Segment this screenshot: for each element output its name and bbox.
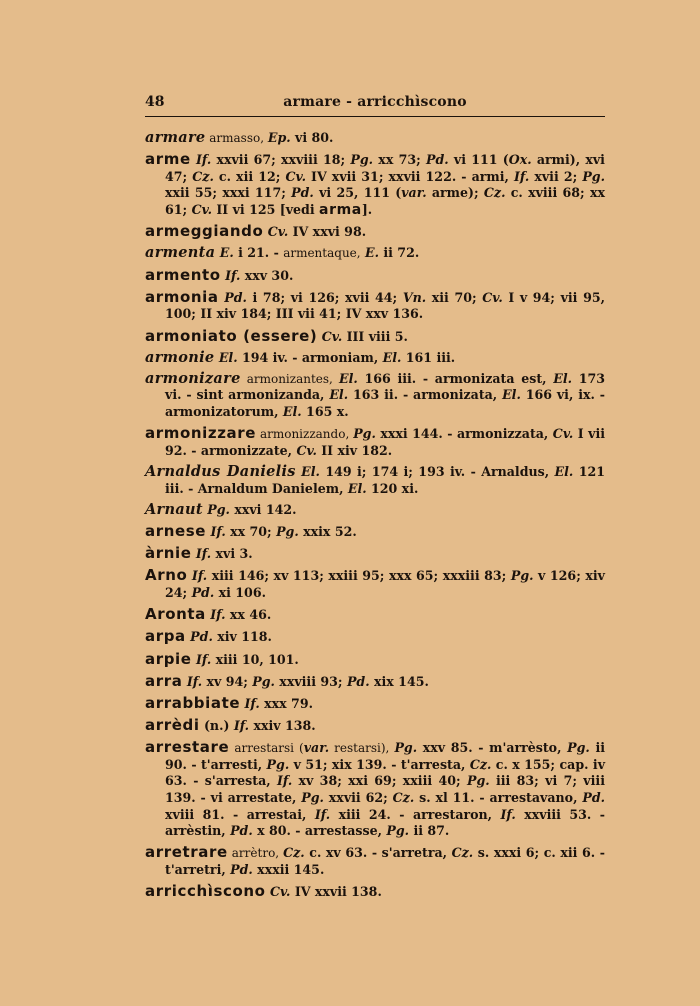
entry-text: vi 80. — [290, 130, 334, 145]
entry-text: arme); — [426, 185, 484, 201]
source-abbreviation: El. — [382, 349, 402, 365]
entry-text: armi), xvi 47; — [165, 152, 605, 184]
dictionary-entry — [145, 267, 605, 285]
dictionary-entry — [145, 371, 605, 421]
source-abbreviation: Pg. — [207, 501, 230, 517]
entry-text: arrestarsi ( — [229, 741, 304, 756]
dictionary-entry — [145, 695, 605, 713]
source-abbreviation: Pg. — [301, 790, 324, 806]
entry-text: xxviii 53. - arrèstin, — [165, 806, 605, 839]
entry-text: xviii 81. - arrestai, — [165, 806, 315, 822]
dictionary-entry — [145, 328, 605, 346]
source-abbreviation: Cv. — [267, 224, 289, 240]
entry-text: IV xxvi 98. — [288, 224, 367, 240]
source-abbreviation: Cv. — [285, 168, 306, 184]
entry-text: IV xxvii 138. — [290, 884, 382, 900]
entry-text: 165 x. — [301, 404, 349, 420]
entry-text: xxiv 138. — [249, 718, 316, 734]
entry-text: ii 72. — [378, 245, 420, 261]
source-abbreviation: If. — [244, 695, 260, 711]
entry-text: xiii 146; xv 113; xxiii 95; xxx 65; xxxiii 83; — [207, 568, 511, 584]
dictionary-entry — [145, 151, 605, 218]
entry-headword: armonizzare — [145, 424, 257, 443]
source-abbreviation: E. — [364, 245, 379, 261]
entry-text: 163 ii. - armonizata, — [348, 387, 503, 403]
dictionary-page — [145, 94, 605, 905]
entry-text: 166 vi, ix. - armonizatorum, — [165, 387, 605, 420]
entry-headword: arpie — [145, 649, 192, 668]
entry-text: IV xvii 31; xxvii 122. - armi, — [305, 168, 514, 184]
entry-text: xxv 30. — [240, 267, 294, 283]
source-abbreviation: El. — [553, 370, 572, 386]
entry-text: 121 iii. - Arnaldum Danielem, — [165, 464, 605, 496]
entry-headword: armonie — [145, 348, 215, 366]
entry-text: 173 vi. - sint armonizanda, — [165, 370, 605, 403]
entry-text: (n.) — [199, 718, 234, 734]
source-abbreviation: Pd. — [291, 185, 314, 201]
source-abbreviation: Pg. — [466, 773, 490, 789]
entry-list — [145, 130, 605, 901]
dictionary-entry — [145, 502, 605, 519]
source-abbreviation: Cv. — [269, 884, 291, 900]
source-abbreviation: Pd. — [425, 152, 449, 168]
entry-text: xvii 2; — [529, 168, 583, 184]
entry-headword: arpa — [145, 627, 186, 646]
header-rule — [145, 116, 605, 117]
dictionary-entry — [145, 606, 605, 624]
entry-text: i 78; vi 126; xvii 44; — [246, 289, 403, 305]
entry-text: c. xviii 68; xx 61; — [165, 185, 606, 217]
entry-text: v 51; xix 139. - t'arresta, — [289, 756, 470, 772]
running-title: armare - arricchìscono — [283, 94, 467, 110]
source-abbreviation: Pg. — [276, 524, 299, 539]
dictionary-entry — [145, 223, 605, 241]
source-abbreviation: Pd. — [191, 584, 215, 600]
source-abbreviation: Pd. — [230, 862, 253, 878]
entry-text: xiv 118. — [212, 629, 272, 645]
cross-reference: arma — [319, 201, 362, 218]
source-abbreviation: Pd. — [230, 823, 253, 839]
source-abbreviation: Ep. — [267, 130, 291, 145]
entry-headword: armonia — [145, 287, 219, 306]
entry-headword: arrabbiate — [145, 693, 241, 712]
source-abbreviation: Cz. — [392, 790, 415, 806]
entry-text: xxxii 145. — [252, 862, 325, 878]
source-abbreviation: Cz. — [451, 845, 474, 861]
page-header — [145, 94, 605, 114]
entry-headword: Arnaldus Danielis — [145, 463, 296, 481]
source-abbreviation: If. — [314, 806, 331, 822]
entry-text: vi 111 ( — [448, 152, 509, 168]
entry-text: xxix 52. — [298, 524, 357, 539]
entry-text: xiii 24. - arrestaron, — [330, 806, 501, 822]
source-abbreviation: If. — [276, 773, 293, 789]
dictionary-entry — [145, 717, 605, 735]
entry-text: s. xl 11. - arrestavano, — [414, 790, 583, 806]
dictionary-entry — [145, 651, 605, 669]
entry-text: c. xv 63. - s'arretra, — [304, 845, 452, 861]
entry-headword: arrèdi — [145, 716, 200, 735]
dictionary-entry — [145, 567, 605, 601]
entry-text: xx 46. — [225, 607, 272, 623]
entry-headword: armenta — [145, 244, 216, 262]
source-abbreviation: If. — [500, 806, 516, 822]
entry-text: iii 83; vi 7; viii 139. - vi arrestate, — [165, 773, 605, 806]
entry-headword: arra — [145, 671, 183, 690]
dictionary-entry — [145, 425, 605, 459]
source-abbreviation: Cz. — [192, 168, 214, 184]
entry-text: 194 iv. - armoniam, — [237, 349, 383, 365]
page-number: 48 — [145, 94, 165, 110]
source-abbreviation: Cv. — [296, 442, 317, 458]
dictionary-entry — [145, 289, 605, 323]
source-abbreviation: E. — [219, 245, 234, 261]
source-abbreviation: If. — [195, 546, 212, 562]
entry-text: armasso, — [205, 131, 268, 145]
source-abbreviation: Cv. — [552, 426, 574, 442]
entry-text: armonizzando, — [256, 427, 354, 442]
source-abbreviation: El. — [339, 370, 358, 386]
source-abbreviation: Cz. — [283, 845, 305, 861]
entry-headword: arricchìscono — [145, 882, 266, 901]
entry-headword: armare — [145, 129, 206, 146]
entry-text: restarsi), — [329, 741, 395, 756]
entry-text: 166 iii. - armonizata est, — [357, 370, 554, 386]
entry-headword: Arnaut — [145, 500, 203, 518]
entry-text: xxviii 93; — [274, 673, 347, 689]
entry-text: 149 i; 174 i; 193 iv. - Arnaldus, — [319, 464, 555, 480]
source-abbreviation: Pd. — [224, 289, 247, 305]
entry-text: v 126; xiv 24; — [165, 568, 605, 600]
entry-headword: arretrare — [145, 843, 228, 862]
source-abbreviation: var. — [401, 185, 427, 201]
source-abbreviation: El. — [347, 480, 367, 496]
dictionary-entry — [145, 628, 605, 646]
entry-headword: Aronta — [145, 605, 206, 624]
entry-headword: armonizare — [145, 369, 241, 387]
source-abbreviation: Pg. — [350, 152, 374, 168]
source-abbreviation: If. — [210, 524, 226, 539]
source-abbreviation: If. — [195, 651, 212, 667]
entry-headword: arnese — [145, 522, 207, 540]
entry-text: armentaque, — [283, 246, 361, 261]
source-abbreviation: El. — [218, 349, 238, 365]
entry-headword: armeggiando — [145, 222, 264, 241]
source-abbreviation: If. — [210, 607, 226, 623]
entry-text: xii 70; — [426, 289, 483, 305]
source-abbreviation: El. — [554, 464, 574, 480]
dictionary-entry — [145, 350, 605, 367]
entry-headword: àrnie — [145, 544, 192, 563]
dictionary-entry — [145, 245, 605, 262]
entry-text: armonizantes, — [240, 371, 339, 386]
entry-headword: armento — [145, 265, 221, 284]
entry-text: II xiv 182. — [316, 442, 393, 458]
entry-text: i 21. - — [233, 245, 284, 261]
entry-text: xv 38; xxi 69; xxiii 40; — [292, 773, 467, 789]
source-abbreviation: Pg. — [582, 168, 605, 184]
entry-text: 120 xi. — [366, 480, 419, 496]
source-abbreviation: If. — [191, 568, 208, 584]
source-abbreviation: If. — [186, 673, 203, 689]
entry-text: xxvii 62; — [323, 790, 393, 806]
entry-text: xxv 85. - m'arrèsto, — [417, 740, 568, 756]
entry-headword: arme — [145, 150, 191, 169]
entry-text: vi 25, 111 ( — [313, 185, 402, 201]
entry-text: xi 106. — [214, 584, 266, 600]
source-abbreviation: Pg. — [567, 740, 590, 756]
entry-text: s. xxxi 6; c. xii 6. - t'arretri, — [165, 845, 605, 878]
source-abbreviation: var. — [303, 740, 330, 756]
entry-headword: Arno — [145, 566, 188, 585]
source-abbreviation: Pd. — [582, 790, 606, 806]
entry-text: xxii 55; xxxi 117; — [165, 185, 292, 201]
entry-text: III viii 5. — [342, 328, 408, 344]
entry-text: xxvi 142. — [229, 501, 297, 517]
entry-text: xv 94; — [202, 673, 253, 689]
entry-text: c. x 155; cap. iv 63. - s'arresta, — [165, 756, 606, 789]
entry-text: ii 90. - t'arresti, — [165, 740, 606, 772]
dictionary-entry — [145, 739, 605, 840]
entry-text: xiii 10, 101. — [211, 651, 299, 667]
source-abbreviation: Pg. — [353, 426, 376, 442]
source-abbreviation: Cv. — [191, 201, 213, 217]
entry-text: I vii 92. - armonizzate, — [165, 426, 606, 458]
source-abbreviation: Cv. — [321, 328, 343, 344]
dictionary-entry — [145, 883, 605, 901]
source-abbreviation: Vn. — [402, 289, 427, 305]
entry-text: xxx 79. — [259, 695, 313, 711]
source-abbreviation: El. — [301, 464, 320, 480]
entry-text: I v 94; vii 95, 100; II xiv 184; III vii 41; IV xxv 136. — [165, 289, 605, 322]
source-abbreviation: If. — [195, 152, 212, 168]
source-abbreviation: Pd. — [346, 673, 370, 689]
entry-text: xx 73; — [373, 152, 426, 168]
entry-text: c. xii 12; — [213, 168, 286, 184]
entry-text: ]. — [361, 201, 373, 217]
entry-text: ii 87. — [409, 823, 450, 839]
source-abbreviation: If. — [514, 168, 530, 184]
source-abbreviation: Ox. — [508, 152, 532, 168]
source-abbreviation: Pg. — [252, 673, 275, 689]
dictionary-entry — [145, 844, 605, 878]
source-abbreviation: El. — [329, 387, 349, 403]
dictionary-entry — [145, 673, 605, 691]
entry-text: II vi 125 [vedi — [212, 201, 320, 217]
entry-text: xxvii 67; xxviii 18; — [211, 152, 351, 168]
source-abbreviation: If. — [225, 267, 241, 283]
dictionary-entry — [145, 523, 605, 541]
source-abbreviation: Pg. — [394, 740, 418, 756]
source-abbreviation: El. — [502, 387, 521, 403]
entry-text: xix 145. — [369, 673, 429, 689]
source-abbreviation: Cz. — [469, 756, 492, 772]
dictionary-entry — [145, 130, 605, 147]
dictionary-entry — [145, 464, 605, 497]
entry-text: arrètro, — [227, 846, 284, 861]
entry-text: 161 iii. — [401, 349, 456, 365]
source-abbreviation: If. — [233, 718, 250, 734]
source-abbreviation: Cv. — [482, 289, 503, 305]
entry-headword: armoniato (essere) — [145, 326, 318, 345]
entry-headword: arrestare — [145, 738, 230, 757]
entry-text: xvi 3. — [211, 546, 253, 562]
entry-text: xxxi 144. - armonizzata, — [375, 426, 553, 442]
source-abbreviation: Pg. — [266, 756, 290, 772]
entry-text: x 80. - arrestasse, — [252, 823, 387, 839]
source-abbreviation: El. — [282, 404, 302, 420]
source-abbreviation: Pg. — [510, 568, 534, 584]
dictionary-entry — [145, 545, 605, 563]
source-abbreviation: Cz. — [483, 185, 506, 201]
source-abbreviation: Pd. — [190, 629, 213, 645]
entry-text: xx 70; — [225, 524, 277, 539]
source-abbreviation: Pg. — [386, 823, 410, 839]
